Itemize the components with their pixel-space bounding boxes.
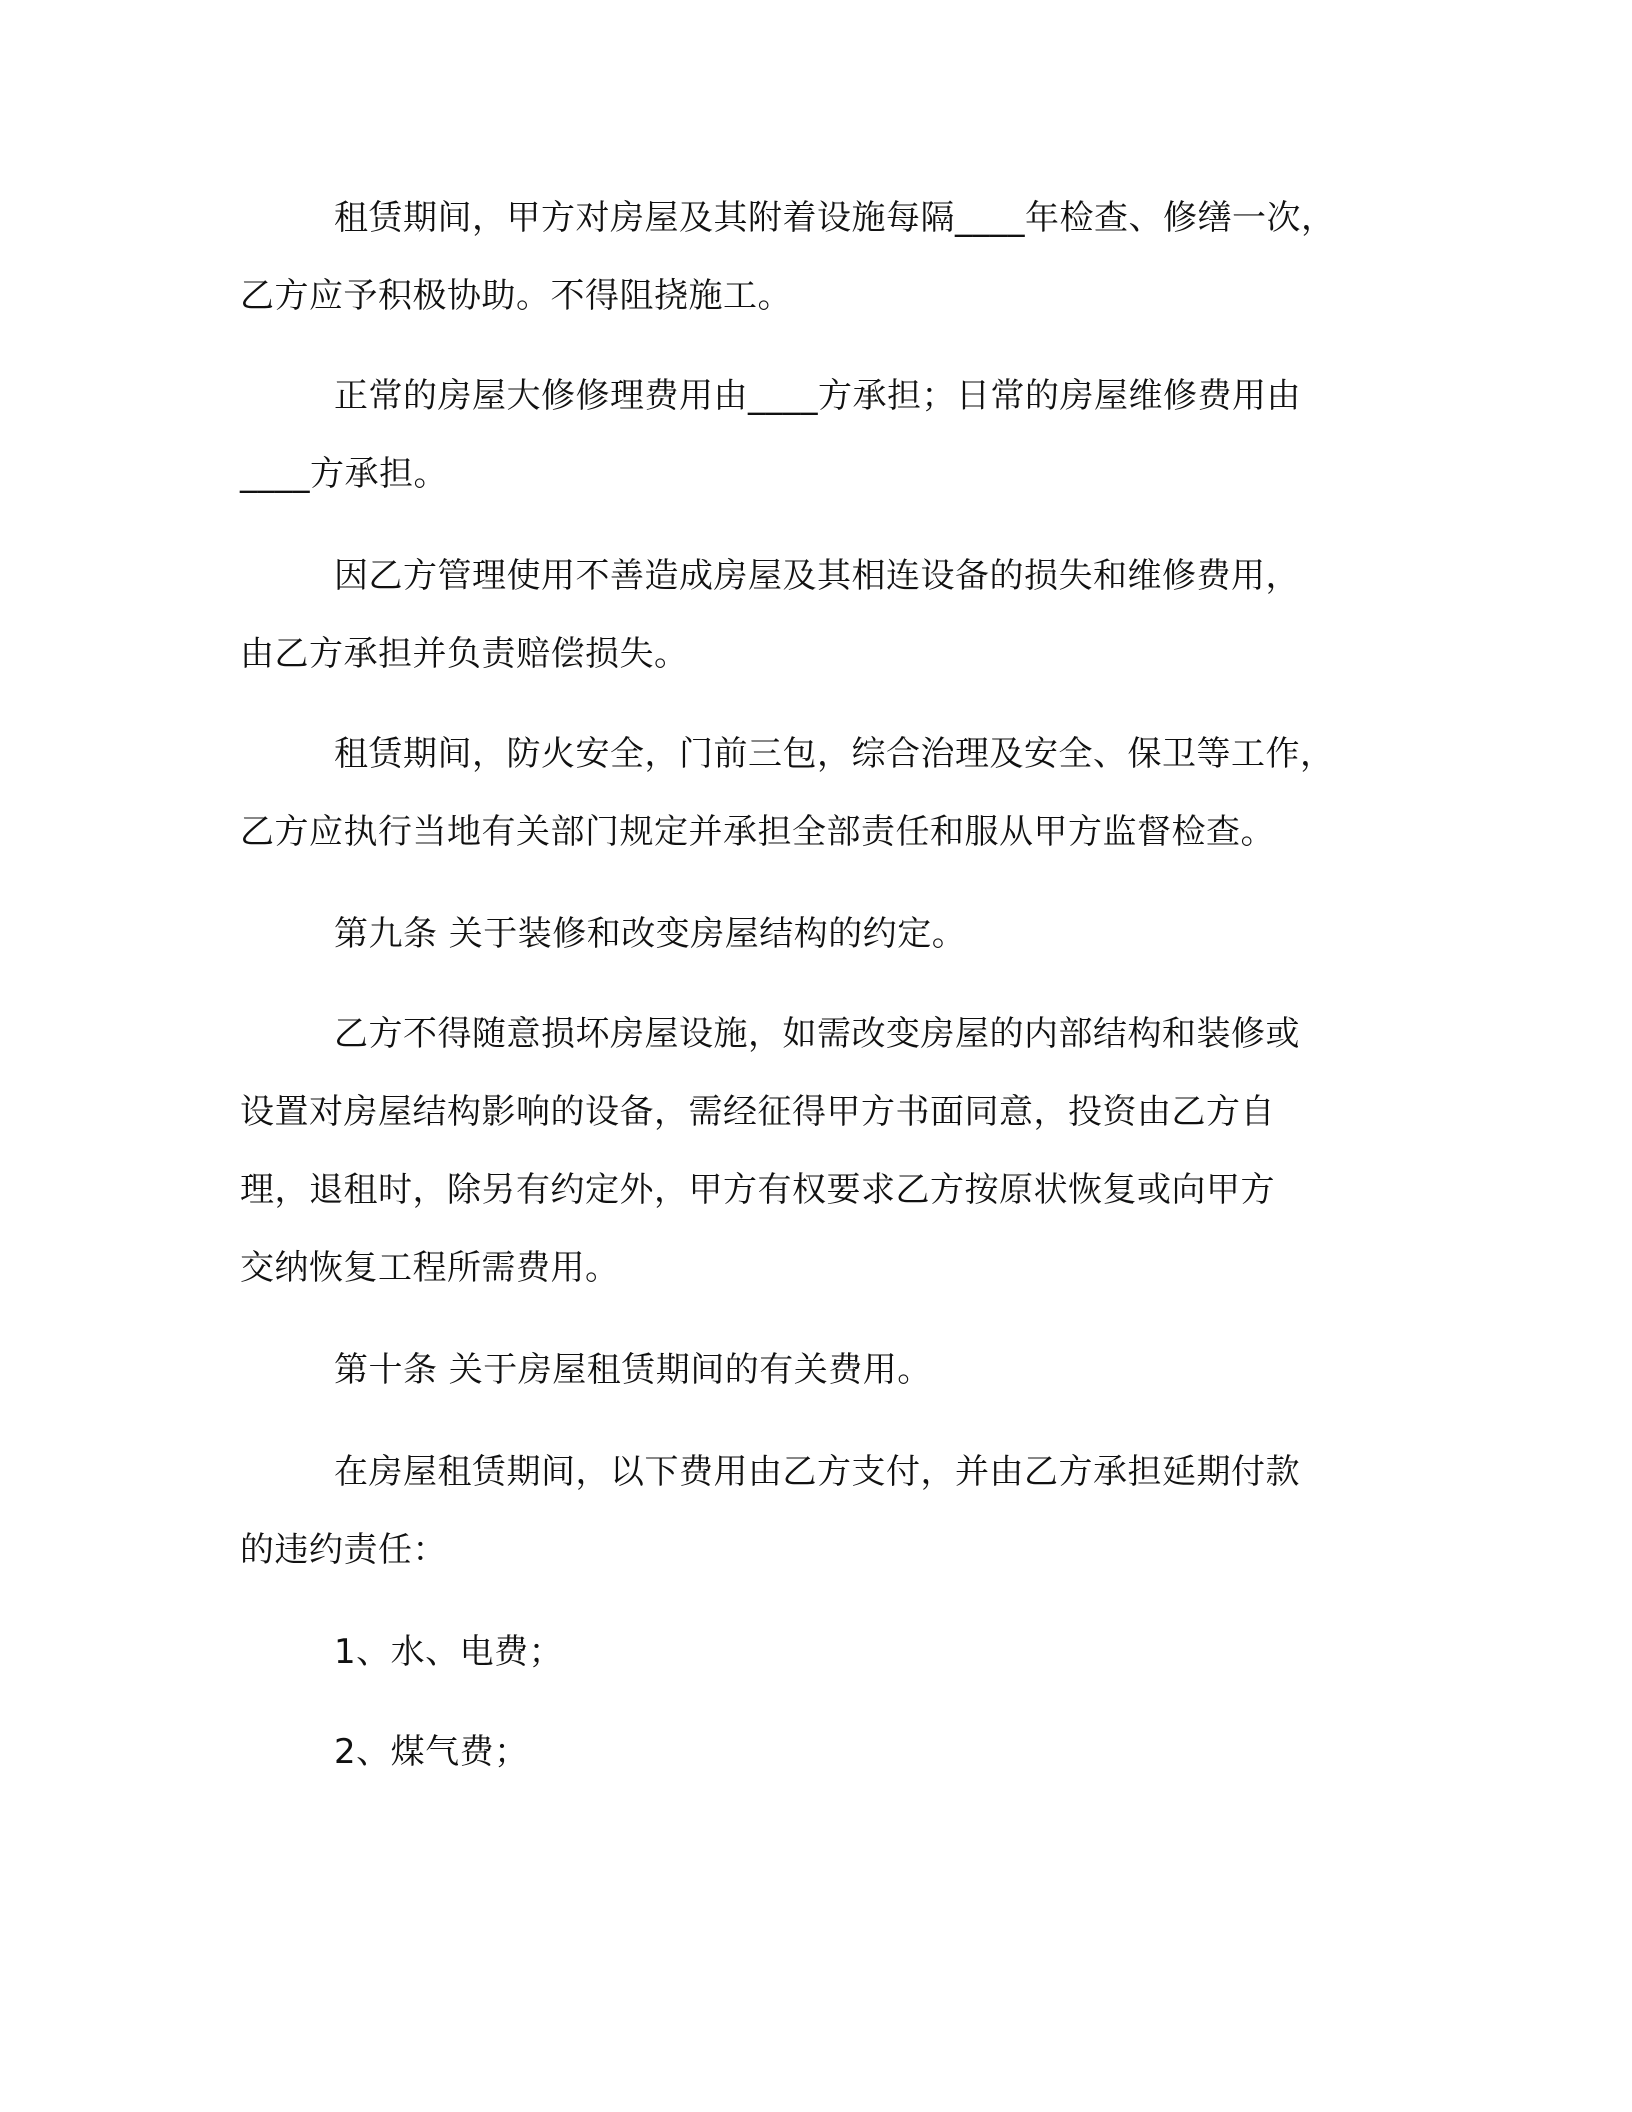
paragraph-line: 乙方应予积极协助。不得阻挠施工。 <box>240 276 792 316</box>
list-item: 2、煤气费； <box>334 1732 529 1772</box>
list-item: 1、水、电费； <box>334 1632 564 1672</box>
paragraph-line: 乙方不得随意损坏房屋设施，如需改变房屋的内部结构和装修或 <box>334 1014 1300 1054</box>
paragraph-line: 在房屋租赁期间，以下费用由乙方支付，并由乙方承担延期付款 <box>334 1452 1300 1492</box>
paragraph-line: ____方承担。 <box>240 454 448 494</box>
paragraph-line: 的违约责任： <box>240 1530 447 1570</box>
paragraph-line: 理，退租时，除另有约定外，甲方有权要求乙方按原状恢复或向甲方 <box>240 1170 1275 1210</box>
paragraph-line: 由乙方承担并负责赔偿损失。 <box>240 634 689 674</box>
section-heading: 第十条 关于房屋租赁期间的有关费用。 <box>334 1350 932 1390</box>
paragraph-line: 乙方应执行当地有关部门规定并承担全部责任和服从甲方监督检查。 <box>240 812 1275 852</box>
paragraph-line: 租赁期间，甲方对房屋及其附着设施每隔____年检查、修缮一次， <box>334 198 1336 238</box>
paragraph-line: 因乙方管理使用不善造成房屋及其相连设备的损失和维修费用， <box>334 556 1300 596</box>
paragraph-line: 设置对房屋结构影响的设备，需经征得甲方书面同意，投资由乙方自 <box>240 1092 1275 1132</box>
paragraph-line: 交纳恢复工程所需费用。 <box>240 1248 620 1288</box>
section-heading: 第九条 关于装修和改变房屋结构的约定。 <box>334 914 967 954</box>
paragraph-line: 租赁期间，防火安全，门前三包，综合治理及安全、保卫等工作， <box>334 734 1335 774</box>
paragraph-line: 正常的房屋大修修理费用由____方承担；日常的房屋维修费用由 <box>334 376 1301 416</box>
